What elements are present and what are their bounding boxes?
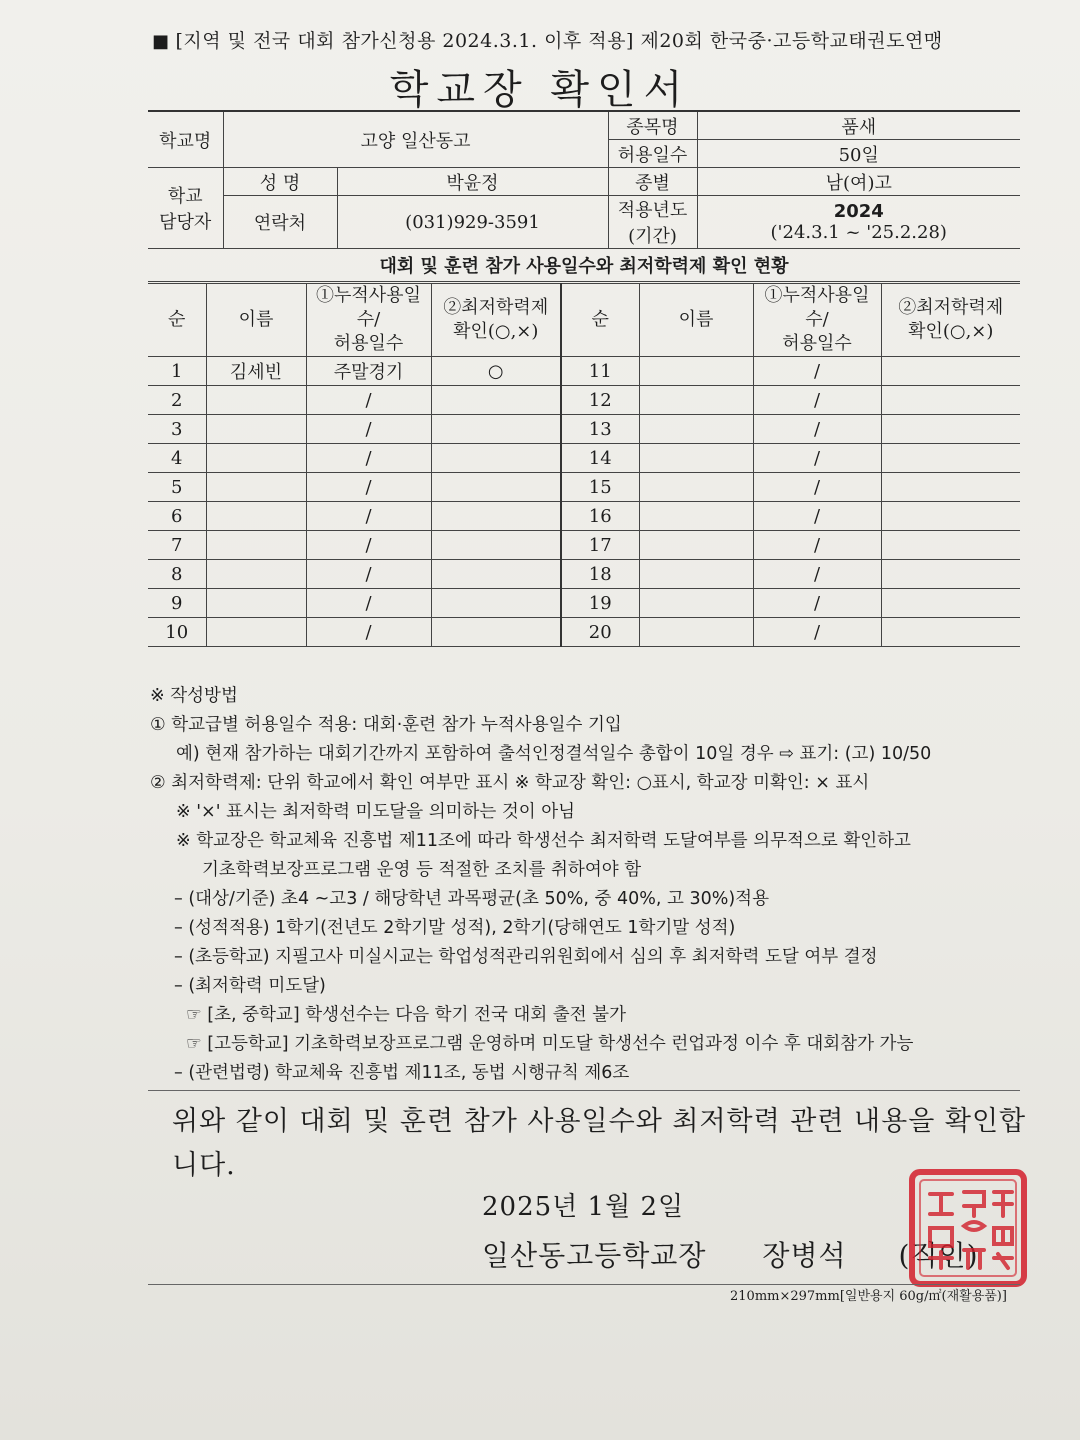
row-name xyxy=(206,589,306,618)
row-days: / xyxy=(306,386,431,415)
row-name-right xyxy=(639,444,753,473)
row-check-right xyxy=(881,589,1020,618)
manager-label xyxy=(148,168,223,249)
row-no: 7 xyxy=(148,531,206,560)
row-no: 3 xyxy=(148,415,206,444)
header-days-right-line1: ①누적사용일수/ xyxy=(764,285,870,330)
row-no: 10 xyxy=(148,618,206,647)
row-check-right xyxy=(881,357,1020,386)
row-name xyxy=(206,415,306,444)
row-check xyxy=(431,560,561,589)
table-row xyxy=(148,502,1020,531)
seal-label: (직인) xyxy=(898,1239,979,1272)
row-no-right: 12 xyxy=(561,386,639,415)
row-check xyxy=(431,531,561,560)
manager-label-line2: 담당자 xyxy=(159,212,212,233)
contact-value: (031)929-3591 xyxy=(337,196,608,249)
year-label-line1: 적용년도 xyxy=(617,200,688,221)
principal-title: 일산동고등학교장 xyxy=(482,1239,707,1272)
note-line: ※ 학교장은 학교체육 진흥법 제11조에 따라 학생선수 최저학력 도달여부를 의무적으로 확인하고 xyxy=(176,831,911,851)
row-days: / xyxy=(306,502,431,531)
row-check xyxy=(431,473,561,502)
official-seal-icon xyxy=(906,1166,1030,1290)
row-check-right xyxy=(881,473,1020,502)
principal-name: 장병석 xyxy=(762,1239,847,1272)
period-value: ('24.3.1 ~ '25.2.28) xyxy=(770,222,947,243)
row-no-right: 14 xyxy=(561,444,639,473)
note-line: – (관련법령) 학교체육 진흥법 제11조, 동법 시행규칙 제6조 xyxy=(174,1063,630,1083)
row-days-right: / xyxy=(753,415,881,444)
row-days-right: / xyxy=(753,618,881,647)
note-line: ① 학교급별 허용일수 적용: 대회·훈련 참가 누적사용일수 기입 xyxy=(150,715,622,735)
note-line: 기초학력보장프로그램 운영 등 적절한 조치를 취하여야 함 xyxy=(202,860,642,880)
row-days-right: / xyxy=(753,560,881,589)
row-days-right: / xyxy=(753,531,881,560)
row-name xyxy=(206,618,306,647)
row-check xyxy=(431,502,561,531)
note-line: ☞ [초, 중학교] 학생선수는 다음 학기 전국 대회 출전 불가 xyxy=(186,1005,626,1025)
header-name: 이름 xyxy=(206,284,306,357)
category-value: 남(여)고 xyxy=(697,168,1020,196)
row-days: 주말경기 xyxy=(306,357,431,386)
header-no: 순 xyxy=(148,284,206,357)
row-name-right xyxy=(639,415,753,444)
person-name-label: 성 명 xyxy=(223,168,337,196)
allowed-days-value: 50일 xyxy=(697,140,1020,168)
table-row xyxy=(148,560,1020,589)
row-check-right xyxy=(881,415,1020,444)
row-check xyxy=(431,618,561,647)
row-name xyxy=(206,473,306,502)
header-check-line1: ②최저학력제 xyxy=(443,297,549,318)
page-title: 학교장 확인서 xyxy=(389,67,691,113)
row-no-right: 18 xyxy=(561,560,639,589)
note-line: – (최저학력 미도달) xyxy=(174,976,326,996)
row-check xyxy=(431,386,561,415)
status-title: 대회 및 훈련 참가 사용일수와 최저학력제 확인 현황 xyxy=(148,252,1020,282)
row-check xyxy=(431,444,561,473)
row-name-right xyxy=(639,618,753,647)
person-name-value: 박윤정 xyxy=(337,168,608,196)
year-value-cell xyxy=(697,196,1020,249)
row-no: 4 xyxy=(148,444,206,473)
table-row xyxy=(148,618,1020,647)
note-line: – (초등학교) 지필고사 미실시교는 학업성적관리위원회에서 심의 후 최저학력 도달 여부 결정 xyxy=(174,947,878,967)
year-label-line2: (기간) xyxy=(628,226,677,247)
row-days-right: / xyxy=(753,386,881,415)
row-name xyxy=(206,531,306,560)
row-name xyxy=(206,502,306,531)
divider xyxy=(148,1090,1020,1091)
row-check xyxy=(431,415,561,444)
paper-spec: 210mm×297mm[일반용지 60g/㎡(재활용품)] xyxy=(730,1289,1007,1304)
participation-table xyxy=(148,283,1020,647)
school-name-label: 학교명 xyxy=(148,111,223,168)
note-line: ☞ [고등학교] 기초학력보장프로그램 운영하며 미도달 학생선수 런업과정 이수 후 대회참가 가능 xyxy=(186,1034,914,1054)
row-name: 김세빈 xyxy=(206,357,306,386)
table-row xyxy=(148,386,1020,415)
table-header-row xyxy=(148,284,1020,357)
header-check-right-line2: 확인(○,×) xyxy=(908,321,994,342)
header-days-right xyxy=(753,284,881,357)
table-row xyxy=(148,357,1020,386)
header-note-text: [지역 및 전국 대회 참가신청용 2024.3.1. 이후 적용] 제20회 한국중·고등학교태권도연맹 xyxy=(175,30,943,52)
row-name-right xyxy=(639,502,753,531)
row-name-right xyxy=(639,386,753,415)
row-no: 2 xyxy=(148,386,206,415)
row-check xyxy=(431,589,561,618)
table-row xyxy=(148,589,1020,618)
row-check-right xyxy=(881,560,1020,589)
allowed-days-label: 허용일수 xyxy=(608,140,697,168)
signature-line xyxy=(482,1234,979,1274)
row-no-right: 19 xyxy=(561,589,639,618)
table-row xyxy=(148,531,1020,560)
header-check-right-line1: ②최저학력제 xyxy=(898,297,1004,318)
table-row xyxy=(148,415,1020,444)
row-no: 5 xyxy=(148,473,206,502)
bullet-square-icon: ■ xyxy=(152,31,170,52)
row-no-right: 16 xyxy=(561,502,639,531)
header-check xyxy=(431,284,561,357)
row-days-right: / xyxy=(753,473,881,502)
confirmation-text: 위와 같이 대회 및 훈련 참가 사용일수와 최저학력 관련 내용을 확인합니다. xyxy=(172,1106,1027,1181)
row-no-right: 11 xyxy=(561,357,639,386)
event-value: 품새 xyxy=(697,111,1020,140)
row-days: / xyxy=(306,473,431,502)
row-name-right xyxy=(639,560,753,589)
row-days: / xyxy=(306,560,431,589)
header-check-right xyxy=(881,284,1020,357)
row-name-right xyxy=(639,531,753,560)
row-check-right xyxy=(881,444,1020,473)
note-line: ※ '×' 표시는 최저학력 미도달을 의미하는 것이 아님 xyxy=(176,802,576,822)
year-value: 2024 xyxy=(833,201,884,222)
row-no-right: 20 xyxy=(561,618,639,647)
row-name xyxy=(206,386,306,415)
row-days: / xyxy=(306,618,431,647)
row-check-right xyxy=(881,618,1020,647)
note-line: ② 최저학력제: 단위 학교에서 확인 여부만 표시 ※ 학교장 확인: ○표시, 학교장 미확인: × 표시 xyxy=(150,773,870,793)
row-no: 1 xyxy=(148,357,206,386)
row-check: ○ xyxy=(431,357,561,386)
row-days: / xyxy=(306,589,431,618)
row-check-right xyxy=(881,502,1020,531)
note-line: – (성적적용) 1학기(전년도 2학기말 성적), 2학기(당해연도 1학기말 성적) xyxy=(174,918,736,938)
note-line: 예) 현재 참가하는 대회기간까지 포함하여 출석인정결석일수 총합이 10일 경우 ⇨ 표기: (고) 10/50 xyxy=(176,744,932,764)
header-days-line1: ①누적사용일수/ xyxy=(316,285,421,330)
note-heading: ※ 작성방법 xyxy=(150,686,238,706)
table-body xyxy=(148,357,1020,647)
header-days-line2: 허용일수 xyxy=(333,333,404,354)
year-label xyxy=(608,196,697,249)
sign-date: 2025년 1월 2일 xyxy=(482,1192,685,1222)
row-name xyxy=(206,560,306,589)
header-no-right: 순 xyxy=(561,284,639,357)
table-row xyxy=(148,473,1020,502)
row-name-right xyxy=(639,473,753,502)
row-check-right xyxy=(881,386,1020,415)
row-days-right: / xyxy=(753,589,881,618)
contact-label: 연락처 xyxy=(223,196,337,249)
row-days: / xyxy=(306,444,431,473)
row-no-right: 17 xyxy=(561,531,639,560)
table-row xyxy=(148,444,1020,473)
header-check-line2: 확인(○,×) xyxy=(453,321,539,342)
row-days: / xyxy=(306,531,431,560)
category-label: 종별 xyxy=(608,168,697,196)
header-note xyxy=(152,26,1032,53)
row-no-right: 13 xyxy=(561,415,639,444)
row-name-right xyxy=(639,589,753,618)
instructions xyxy=(150,682,1030,1088)
event-label: 종목명 xyxy=(608,111,697,140)
manager-label-line1: 학교 xyxy=(167,186,203,207)
row-no: 9 xyxy=(148,589,206,618)
row-check-right xyxy=(881,531,1020,560)
header-days xyxy=(306,284,431,357)
row-days-right: / xyxy=(753,502,881,531)
row-name xyxy=(206,444,306,473)
row-name-right xyxy=(639,357,753,386)
row-no: 6 xyxy=(148,502,206,531)
school-info-table xyxy=(148,110,1020,249)
row-days: / xyxy=(306,415,431,444)
row-no: 8 xyxy=(148,560,206,589)
school-name-value: 고양 일산동고 xyxy=(223,111,608,168)
row-days-right: / xyxy=(753,357,881,386)
header-days-right-line2: 허용일수 xyxy=(782,333,852,354)
header-name-right: 이름 xyxy=(639,284,753,357)
row-days-right: / xyxy=(753,444,881,473)
note-line: – (대상/기준) 초4 ~고3 / 해당학년 과목평균(초 50%, 중 40%, 고 30%)적용 xyxy=(174,889,769,909)
row-no-right: 15 xyxy=(561,473,639,502)
